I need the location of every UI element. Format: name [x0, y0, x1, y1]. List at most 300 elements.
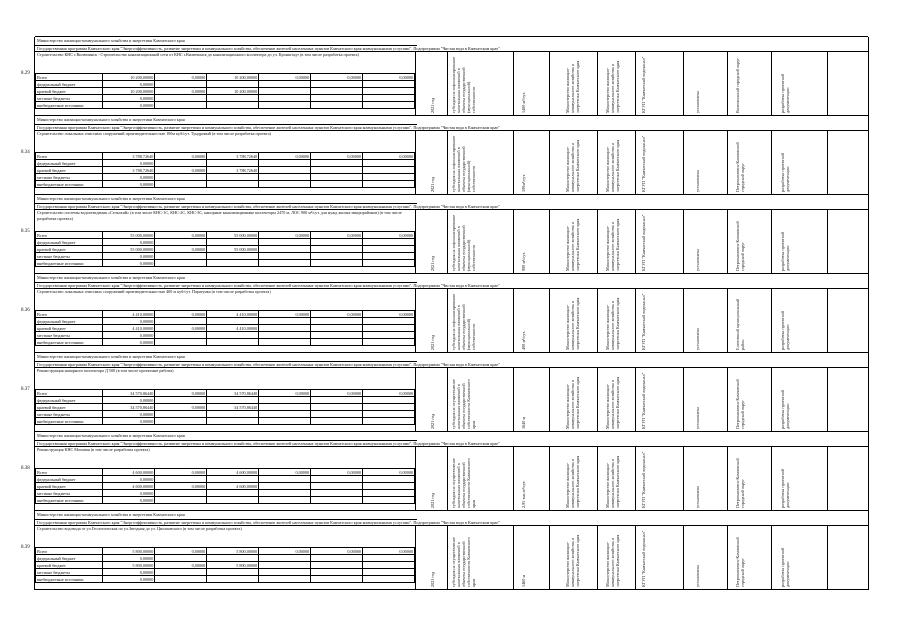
financing-value: 0,00000 — [103, 253, 155, 260]
financing-value — [207, 160, 259, 167]
financing-value — [259, 95, 311, 102]
column-status: установлена — [695, 170, 700, 192]
financing-value — [311, 569, 363, 576]
column-divider — [415, 447, 416, 510]
financing-value — [155, 239, 207, 246]
financing-value: 0,00000 — [363, 390, 415, 397]
row-number: 8.34 — [21, 150, 30, 155]
column-divider — [635, 289, 636, 352]
column-divider — [827, 289, 828, 352]
column-status: установлена — [695, 486, 700, 508]
financing-value — [363, 318, 415, 325]
financing-value: 0,00000 — [103, 260, 155, 267]
program-name: Государственная программа Камчатского края "Энергоэффективность, развитие энергетики и коммунального хозяйства, обеспечение жителей населенных пунктов Камчатского края коммунальными услугами". Подпрограмма "Чистая вода в Камчатском крае" — [35, 519, 868, 526]
financing-value — [311, 167, 363, 174]
financing-value: 0,00000 — [259, 153, 311, 160]
financing-value — [363, 497, 415, 504]
financing-source: местные бюджеты — [36, 174, 103, 181]
financing-value: 0,00000 — [155, 548, 207, 555]
column-capacity: 1640 м — [521, 416, 526, 429]
financing-value — [259, 88, 311, 95]
financing-source: Всего — [36, 232, 103, 239]
column-divider — [683, 447, 684, 510]
financing-value: 0,00000 — [103, 569, 155, 576]
financing-value — [207, 576, 259, 583]
financing-value — [259, 246, 311, 253]
financing-value: 0,00000 — [103, 102, 155, 109]
column-reason: субсидия на осуществление капитальных вложений в объекты государственной собственности Камчатского края — [451, 537, 476, 587]
financing-value: 0,00000 — [363, 311, 415, 318]
financing-value — [259, 102, 311, 109]
financing-value — [155, 160, 207, 167]
table-row — [21, 194, 868, 274]
financing-value — [363, 88, 415, 95]
column-divider — [727, 526, 728, 589]
column-reason: субсидия на осуществление капитальных вложений в объекты государственной собственности Камчатского края — [451, 458, 476, 508]
column-divider — [771, 526, 772, 589]
financing-value: 0,00000 — [155, 562, 207, 569]
financing-row — [36, 153, 415, 160]
financing-row — [36, 88, 415, 95]
financing-value — [363, 167, 415, 174]
financing-value: 0,00000 — [103, 318, 155, 325]
financing-value — [259, 476, 311, 483]
financing-source: федеральный бюджет — [36, 81, 103, 88]
column-divider — [597, 368, 598, 431]
financing-value: 55 000,00000 — [103, 246, 155, 253]
financing-value: 5 800,00000 — [103, 562, 155, 569]
financing-row — [36, 74, 415, 81]
financing-value: 0,00000 — [311, 469, 363, 476]
financing-row — [36, 95, 415, 102]
column-divider — [771, 210, 772, 273]
column-divider — [635, 368, 636, 431]
financing-source: Всего — [36, 311, 103, 318]
financing-value — [207, 497, 259, 504]
financing-value: 0,00000 — [155, 483, 207, 490]
financing-value — [363, 476, 415, 483]
column-divider — [549, 52, 550, 115]
financing-source: Всего — [36, 469, 103, 476]
financing-value: 0,00000 — [311, 232, 363, 239]
column-customer: Министерство жилищно-коммунального хозяйства и энергетики Камчатского края — [565, 376, 580, 429]
column-divider — [549, 368, 550, 431]
financing-row — [36, 469, 415, 476]
column-year: 2021 год — [430, 97, 435, 113]
column-capacity: 1460 м — [521, 574, 526, 587]
column-divider — [513, 447, 514, 510]
column-year: 2021 год — [430, 176, 435, 192]
financing-value: 0,00000 — [103, 239, 155, 246]
financing-value: 0,00000 — [363, 548, 415, 555]
financing-value — [155, 339, 207, 346]
financing-value — [207, 411, 259, 418]
financing-value — [259, 497, 311, 504]
financing-source: Всего — [36, 548, 103, 555]
financing-row — [36, 181, 415, 188]
financing-value: 4 410,00000 — [207, 311, 259, 318]
column-divider — [513, 52, 514, 115]
column-divider — [415, 131, 416, 194]
financing-table — [35, 310, 415, 346]
financing-value: 0,00000 — [103, 411, 155, 418]
financing-row — [36, 339, 415, 346]
column-doc: разработка проектной документации — [780, 73, 790, 113]
financing-value: 0,00000 — [259, 548, 311, 555]
column-divider — [683, 210, 684, 273]
financing-row — [36, 576, 415, 583]
financing-value — [155, 174, 207, 181]
financing-source: краевой бюджет — [36, 167, 103, 174]
column-year: 2021 год — [430, 413, 435, 429]
column-developer: Министерство жилищно-коммунального хозяйства и энергетики Камчатского края — [605, 60, 620, 113]
column-ku: КГУП "Камчатский водоканал" — [641, 372, 646, 429]
financing-value: 3 788,72640 — [207, 167, 259, 174]
financing-value — [311, 490, 363, 497]
financing-table — [35, 152, 415, 188]
financing-value: 4 410,00000 — [103, 311, 155, 318]
column-ku: КГУП "Камчатский водоканал" — [641, 530, 646, 587]
financing-row — [36, 253, 415, 260]
financing-value: 3 788,72640 — [207, 153, 259, 160]
column-divider — [727, 131, 728, 194]
financing-value: 0,00000 — [103, 81, 155, 88]
financing-row — [36, 174, 415, 181]
row-number: 8.39 — [21, 545, 30, 550]
financing-value: 0,00000 — [311, 153, 363, 160]
column-doc: разработка проектной документации — [780, 231, 790, 271]
financing-value: 0,00000 — [259, 232, 311, 239]
program-name: Государственная программа Камчатского края "Энергоэффективность, развитие энергетики и коммунального хозяйства, обеспечение жителей населенных пунктов Камчатского края коммунальными услугами". Подпрограмма "Чистая вода в Камчатском крае" — [35, 361, 868, 368]
column-divider — [771, 368, 772, 431]
financing-value: 0,00000 — [103, 160, 155, 167]
financing-value — [207, 569, 259, 576]
financing-value — [207, 397, 259, 404]
financing-source: местные бюджеты — [36, 95, 103, 102]
column-divider — [683, 52, 684, 115]
column-capacity: 900 м³/сут. — [521, 252, 526, 271]
financing-value: 0,00000 — [259, 74, 311, 81]
financing-value: 0,00000 — [311, 390, 363, 397]
financing-value — [363, 174, 415, 181]
financing-source: Всего — [36, 153, 103, 160]
financing-row — [36, 260, 415, 267]
financing-value — [155, 332, 207, 339]
program-name: Государственная программа Камчатского края "Энергоэффективность, развитие энергетики и коммунального хозяйства, обеспечение жителей населенных пунктов Камчатского края коммунальными услугами". Подпрограмма "Чистая вода в Камчатском крае" — [35, 440, 868, 447]
column-reason: субсидия на осуществление капитальных вложений в объекты государственной собственности Камчатского края — [451, 379, 476, 429]
financing-value — [311, 325, 363, 332]
financing-value: 5 800,00000 — [207, 548, 259, 555]
column-divider — [513, 289, 514, 352]
financing-value — [363, 404, 415, 411]
ministry-name: Министерство жилищно-коммунального хозяйства и энергетики Камчатского края — [35, 195, 417, 204]
financing-value — [259, 397, 311, 404]
financing-row — [36, 411, 415, 418]
financing-value — [363, 246, 415, 253]
column-divider — [447, 289, 448, 352]
financing-row — [36, 318, 415, 325]
program-name: Государственная программа Камчатского края "Энергоэффективность, развитие энергетики и коммунального хозяйства, обеспечение жителей населенных пунктов Камчатского края коммунальными услугами". Подпрограмма "Чистая вода в Камчатском крае" — [35, 282, 868, 289]
financing-value: 10 200,00000 — [207, 88, 259, 95]
financing-value — [259, 160, 311, 167]
financing-table — [35, 389, 415, 425]
column-divider — [771, 447, 772, 510]
financing-value — [259, 181, 311, 188]
column-divider — [727, 447, 728, 510]
financing-table — [35, 231, 415, 267]
column-doc: разработка проектной документации — [780, 310, 790, 350]
financing-table — [35, 468, 415, 504]
financing-row — [36, 246, 415, 253]
financing-value — [311, 397, 363, 404]
financing-source: внебюджетные источники — [36, 339, 103, 346]
financing-value — [259, 555, 311, 562]
financing-value: 0,00000 — [259, 390, 311, 397]
financing-value — [363, 569, 415, 576]
financing-value — [207, 476, 259, 483]
ministry-name: Министерство жилищно-коммунального хозяйства и энергетики Камчатского края — [35, 274, 417, 283]
financing-value — [155, 95, 207, 102]
column-divider — [597, 210, 598, 273]
column-divider — [549, 526, 550, 589]
financing-value: 3 788,72640 — [103, 153, 155, 160]
column-divider — [513, 368, 514, 431]
financing-row — [36, 562, 415, 569]
column-divider — [447, 447, 448, 510]
column-doc: разработка проектной документации — [780, 468, 790, 508]
column-status: установлена — [695, 565, 700, 587]
ministry-name: Министерство жилищно-коммунального хозяйства и энергетики Камчатского края — [35, 511, 417, 520]
financing-value: 0,00000 — [155, 153, 207, 160]
column-divider — [827, 131, 828, 194]
financing-row — [36, 239, 415, 246]
column-district: Петропавловск-Камчатский городской округ — [735, 221, 745, 271]
financing-value — [259, 325, 311, 332]
column-year: 2021 год — [430, 334, 435, 350]
column-divider — [683, 368, 684, 431]
financing-value: 10 200,00000 — [103, 88, 155, 95]
financing-value — [311, 81, 363, 88]
financing-value — [207, 81, 259, 88]
financing-value: 0,00000 — [103, 418, 155, 425]
financing-value: 0,00000 — [363, 469, 415, 476]
column-district: Петропавловск-Камчатский городской округ — [735, 458, 745, 508]
financing-value — [363, 95, 415, 102]
financing-value — [155, 411, 207, 418]
financing-row — [36, 569, 415, 576]
column-customer: Министерство жилищно-коммунального хозяйства и энергетики Камчатского края — [565, 297, 580, 350]
financing-row — [36, 102, 415, 109]
financing-value — [207, 332, 259, 339]
object-description: Строительство водовода от ул.Геологическая по ул.Звездная до ул. Циолковского (в том числе разработка проекта) — [37, 526, 242, 531]
column-divider — [827, 52, 828, 115]
program-name: Государственная программа Камчатского края "Энергоэффективность, развитие энергетики и коммунального хозяйства, обеспечение жителей населенных пунктов Камчатского края коммунальными услугами". Подпрограмма "Чистая вода в Камчатском крае" — [35, 45, 868, 52]
column-divider — [771, 52, 772, 115]
financing-value — [207, 253, 259, 260]
financing-value — [259, 260, 311, 267]
column-developer: Министерство жилищно-коммунального хозяйства и энергетики Камчатского края — [605, 218, 620, 271]
row-number: 8.37 — [21, 387, 30, 392]
column-year: 2021 год — [430, 571, 435, 587]
financing-value: 0,00000 — [155, 469, 207, 476]
column-divider — [549, 210, 550, 273]
financing-value — [311, 102, 363, 109]
column-divider — [771, 289, 772, 352]
financing-value — [155, 260, 207, 267]
financing-source: федеральный бюджет — [36, 555, 103, 562]
column-ku: КГУП "Камчатский водоканал" — [641, 214, 646, 271]
table-row — [21, 273, 868, 353]
financing-value — [363, 81, 415, 88]
ministry-name: Министерство жилищно-коммунального хозяйства и энергетики Камчатского края — [35, 432, 417, 441]
financing-value — [259, 483, 311, 490]
financing-value — [311, 476, 363, 483]
financing-value — [155, 81, 207, 88]
column-divider — [635, 131, 636, 194]
financing-source: местные бюджеты — [36, 569, 103, 576]
column-capacity: 2,95 тыс.м³/сут. — [521, 480, 526, 508]
column-divider — [827, 447, 828, 510]
financing-value — [311, 181, 363, 188]
financing-value: 0,00000 — [155, 390, 207, 397]
ministry-name: Министерство жилищно-коммунального хозяйства и энергетики Камчатского края — [35, 353, 417, 362]
financing-value — [363, 253, 415, 260]
financing-source: краевой бюджет — [36, 325, 103, 332]
financing-value: 0,00000 — [311, 74, 363, 81]
financing-value: 0,00000 — [103, 555, 155, 562]
financing-value — [207, 239, 259, 246]
financing-value — [155, 555, 207, 562]
financing-row — [36, 332, 415, 339]
column-ku: КГУП "Камчатский водоканал" — [641, 451, 646, 508]
financing-value: 4 600,00000 — [207, 469, 259, 476]
financing-value — [259, 167, 311, 174]
financing-value — [363, 160, 415, 167]
financing-value — [311, 562, 363, 569]
financing-value — [207, 339, 259, 346]
financing-value: 0,00000 — [155, 167, 207, 174]
financing-value — [311, 318, 363, 325]
financing-value — [155, 490, 207, 497]
column-status: установлена — [695, 91, 700, 113]
financing-row — [36, 397, 415, 404]
column-doc: разработка проектной документации — [780, 547, 790, 587]
column-divider — [447, 210, 448, 273]
financing-value: 34 570,86440 — [207, 404, 259, 411]
financing-source: внебюджетные источники — [36, 260, 103, 267]
column-developer: Министерство жилищно-коммунального хозяйства и энергетики Камчатского края — [605, 139, 620, 192]
financing-value — [259, 411, 311, 418]
financing-value — [311, 483, 363, 490]
table-row — [21, 510, 868, 590]
financing-value — [311, 404, 363, 411]
financing-value — [155, 181, 207, 188]
column-status: установлена — [695, 249, 700, 271]
financing-row — [36, 325, 415, 332]
financing-value: 0,00000 — [259, 311, 311, 318]
financing-value — [207, 490, 259, 497]
financing-value: 0,00000 — [103, 476, 155, 483]
financing-value — [155, 397, 207, 404]
financing-source: местные бюджеты — [36, 411, 103, 418]
financing-value — [207, 418, 259, 425]
financing-value — [155, 418, 207, 425]
financing-row — [36, 476, 415, 483]
column-district: Петропавловск-Камчатский городской округ — [735, 537, 745, 587]
financing-value — [207, 260, 259, 267]
financing-row — [36, 548, 415, 555]
column-ku: КГУП "Камчатский водоканал" — [641, 293, 646, 350]
financing-value: 0,00000 — [155, 311, 207, 318]
column-divider — [447, 131, 448, 194]
financing-value: 0,00000 — [103, 95, 155, 102]
financing-value — [363, 490, 415, 497]
object-description: Строительство системы водоотведения «Сельский» (в том числе КНС-1С, КНС-2С, КНС-3С, напорные канализационные коллекторы 2470 м, ЛОС 900 м³/сут. для нужд жилых микрорайонов) (в том числе разработка проекта) — [37, 210, 402, 221]
column-divider — [415, 368, 416, 431]
financing-value: 4 410,00000 — [103, 325, 155, 332]
column-divider — [597, 52, 598, 115]
financing-source: федеральный бюджет — [36, 397, 103, 404]
column-customer: Министерство жилищно-коммунального хозяйства и энергетики Камчатского края — [565, 218, 580, 271]
financing-value — [259, 562, 311, 569]
financing-value — [311, 555, 363, 562]
financing-value — [259, 569, 311, 576]
financing-source: Всего — [36, 390, 103, 397]
column-divider — [827, 526, 828, 589]
column-capacity: 400 м³/сут. — [521, 331, 526, 350]
financing-value — [363, 239, 415, 246]
financing-value — [259, 418, 311, 425]
financing-value — [363, 102, 415, 109]
column-district: Елизовский муниципальный район — [735, 298, 745, 350]
column-ku: КГУП "Камчатский водоканал" — [641, 56, 646, 113]
document-table — [21, 37, 869, 590]
column-status: установлена — [695, 328, 700, 350]
financing-row — [36, 311, 415, 318]
financing-value: 0,00000 — [363, 232, 415, 239]
financing-value — [311, 246, 363, 253]
column-divider — [635, 52, 636, 115]
financing-value — [259, 339, 311, 346]
ministry-name: Министерство жилищно-коммунального хозяйства и энергетики Камчатского края — [35, 116, 417, 125]
column-divider — [597, 131, 598, 194]
financing-value: 0,00000 — [155, 74, 207, 81]
column-divider — [683, 526, 684, 589]
column-status: установлена — [695, 407, 700, 429]
object-description: Строительство локальных очистных сооружений производительностью 100м куб/сут. Тундровый (в том числе разработка проекта) — [37, 131, 271, 136]
financing-source: внебюджетные источники — [36, 418, 103, 425]
financing-source: федеральный бюджет — [36, 160, 103, 167]
financing-value: 4 600,00000 — [207, 483, 259, 490]
financing-value — [363, 325, 415, 332]
financing-value — [363, 562, 415, 569]
financing-value — [259, 332, 311, 339]
column-divider — [727, 210, 728, 273]
financing-value: 3 788,72640 — [103, 167, 155, 174]
financing-value: 0,00000 — [103, 174, 155, 181]
financing-value — [155, 102, 207, 109]
financing-value: 0,00000 — [363, 153, 415, 160]
column-customer: Министерство жилищно-коммунального хозяйства и энергетики Камчатского края — [565, 534, 580, 587]
column-customer: Министерство жилищно-коммунального хозяйства и энергетики Камчатского края — [565, 139, 580, 192]
financing-source: внебюджетные источники — [36, 102, 103, 109]
column-divider — [597, 526, 598, 589]
financing-value: 0,00000 — [103, 490, 155, 497]
row-number: 8.29 — [21, 71, 30, 76]
column-divider — [513, 131, 514, 194]
column-divider — [513, 210, 514, 273]
column-divider — [415, 289, 416, 352]
